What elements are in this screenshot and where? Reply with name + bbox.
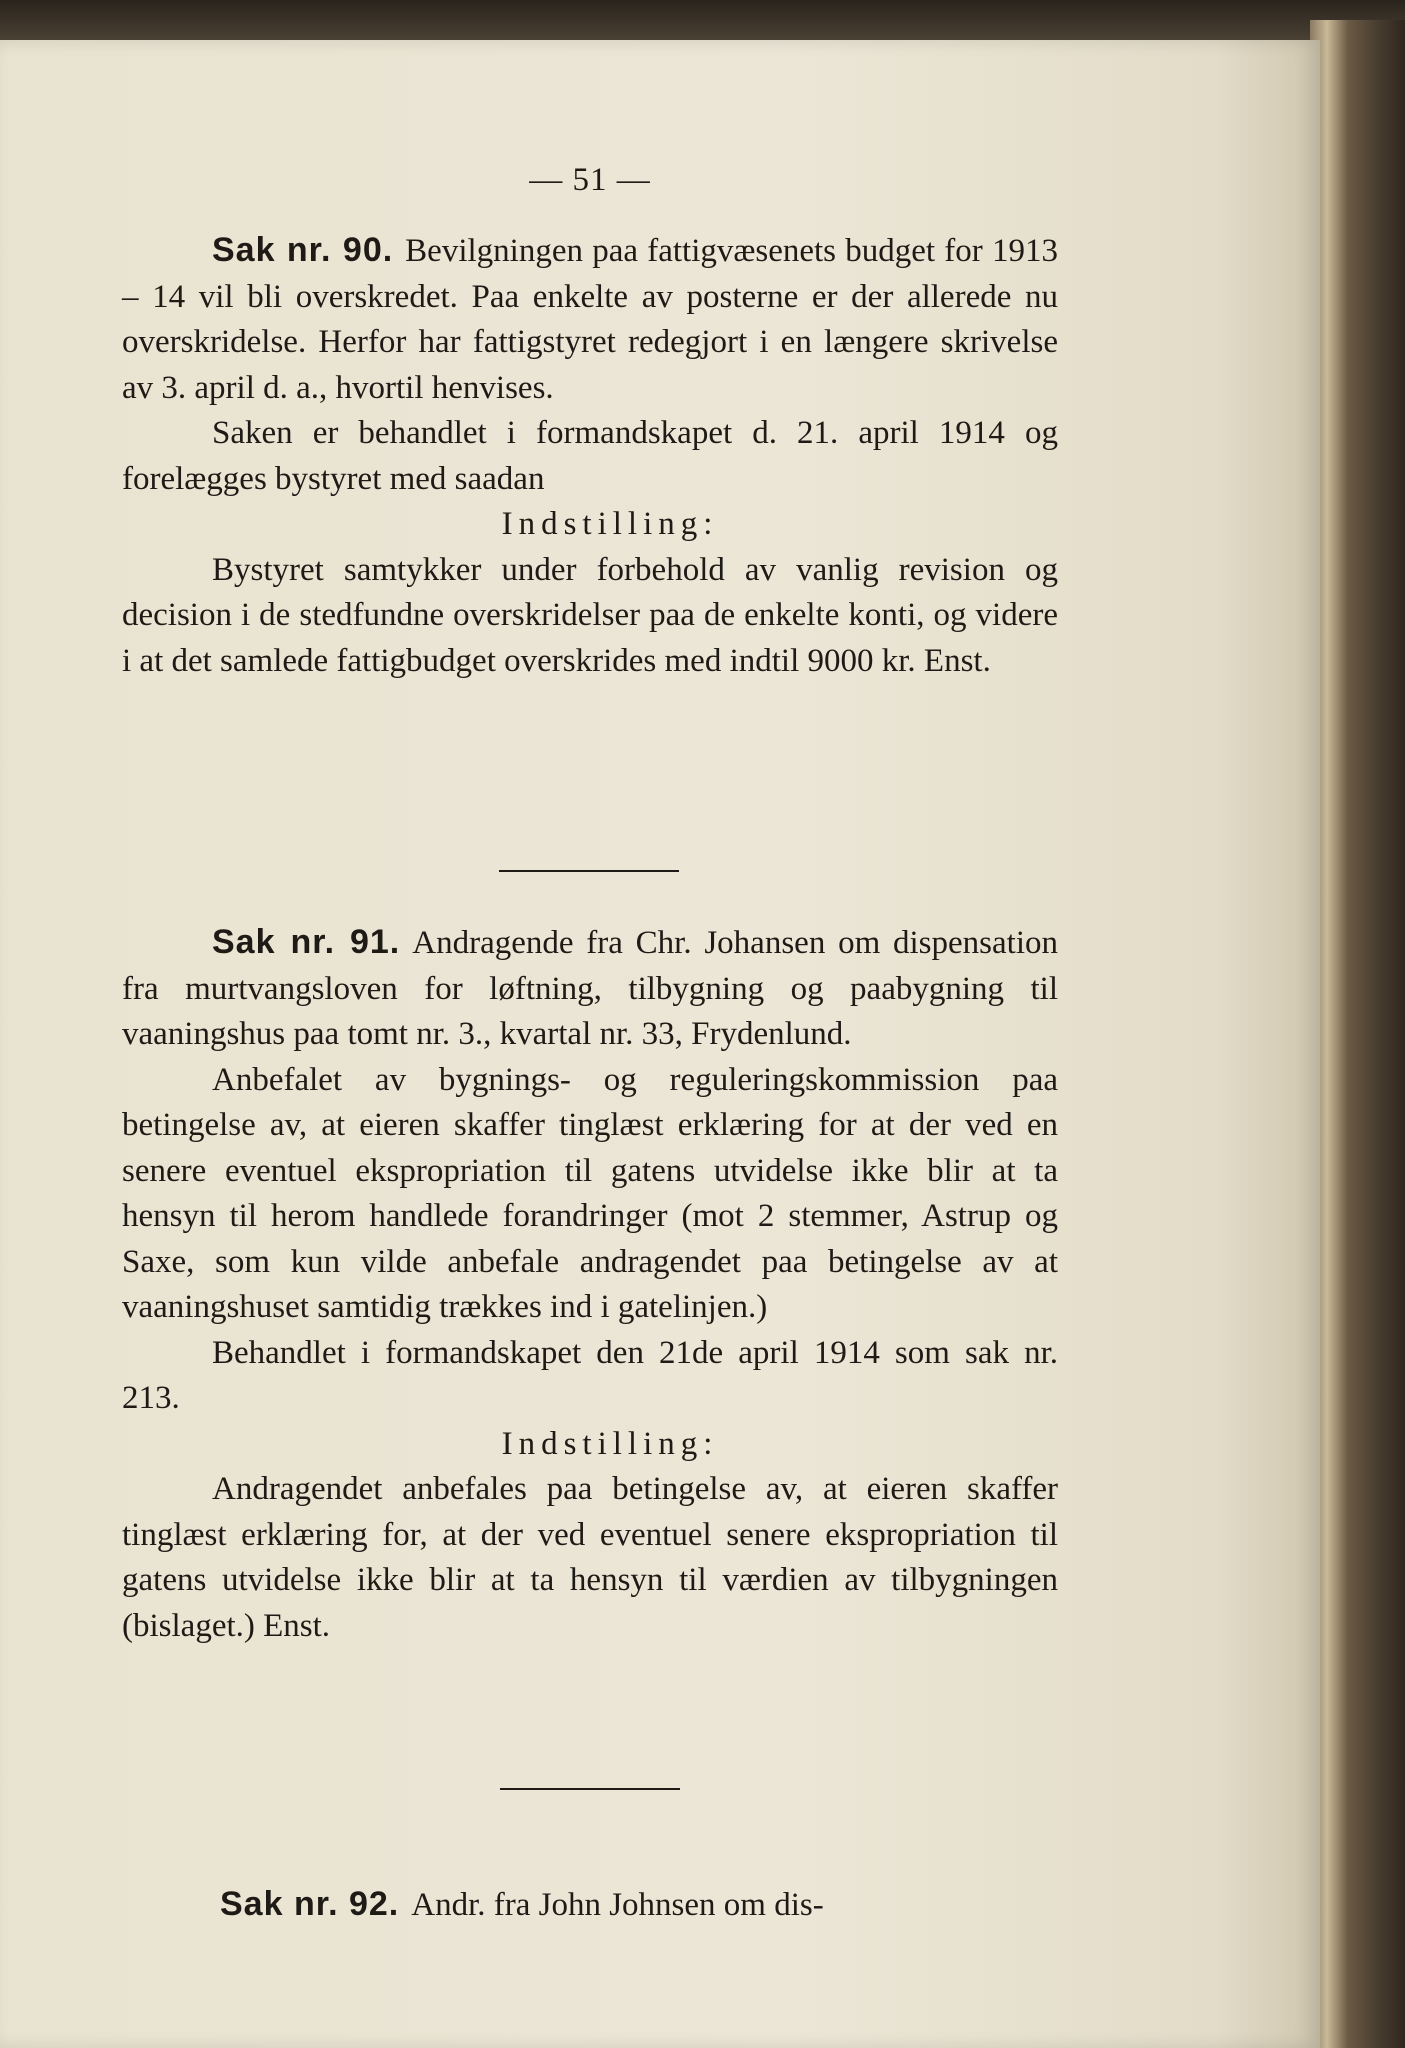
page-number: — 51 — [529,162,651,198]
sak-90-label: Sak nr. 90. [212,231,394,269]
sak-91-intro [122,920,1058,1058]
sak-92-paragraph-1: Andr. fra John Johnsen om dis- [411,1887,824,1923]
sak-90-heading: Indstilling: [501,506,719,542]
sak-91-paragraph-2: Anbefalet av bygnings- og reguleringskommission paa betingelse av, at eieren skaffer tinglæst erklæring for at der ved en senere eventuel ekspropriation til gatens utvidelse ikke blir at ta hensyn til herom handlede forandringer (mot 2 stemmer, Astrup og Saxe, som kun vilde anbefale andragendet paa betingelse av at vaaningshuset samtidig trækkes ind i gatelinjen.) [122,1061,1058,1325]
book-spine-edge [1310,20,1405,2048]
sak-90-paragraph-2: Saken er behandlet i formandskapet d. 21. april 1914 og forelægges bystyret med saadan [122,415,1058,497]
document-page [0,40,1320,2048]
sak-91-section [122,920,1058,1649]
book-top-edge [0,0,1405,40]
sak-90-paragraph-3: Bystyret samtykker under forbehold av vanlig revision og decision i de stedfundne overskridelser paa de enkelte konti, og videre i at det samlede fattigbudget overskrides med indtil 9000 kr. Enst. [122,551,1058,679]
sak-92-intro [122,1882,1058,1929]
sak-91-paragraph-4: Andragendet anbefales paa betingelse av, at eieren skaffer tinglæst erklæring for, at der ved eventuel senere ekspropriation til gatens utvidelse ikke blir at ta hensyn til værdien av tilbygningen (bislaget.) Enst. [122,1471,1058,1644]
sak-91-label: Sak nr. 91. [212,923,401,961]
sak-91-paragraph-3: Behandlet i formandskapet den 21de april 1914 som sak nr. 213. [122,1334,1058,1416]
sak-90-paragraph-1: Bevilgningen paa fattigvæsenets budget for 1913 – 14 vil bli overskredet. Paa enkelte av posterne er der allerede nu overskridelse. Herfor har fattigstyret redegjort i en længere skrivelse av 3. april d. a., hvortil henvises. [122,233,1058,406]
sak-92-section [122,1882,1058,1929]
section-divider [499,870,679,872]
sak-90-intro [122,228,1058,411]
section-divider [500,1788,680,1790]
sak-91-heading: Indstilling: [501,1425,719,1462]
sak-90-section [122,228,1058,684]
sak-92-label: Sak nr. 92. [220,1885,400,1923]
sak-91-paragraph-1: Andragende fra Chr. Johansen om dispensation fra murtvangsloven for løftning, tilbygning og paabygning til vaaningshus paa tomt nr. 3., kvartal nr. 33, Frydenlund. [122,925,1058,1052]
